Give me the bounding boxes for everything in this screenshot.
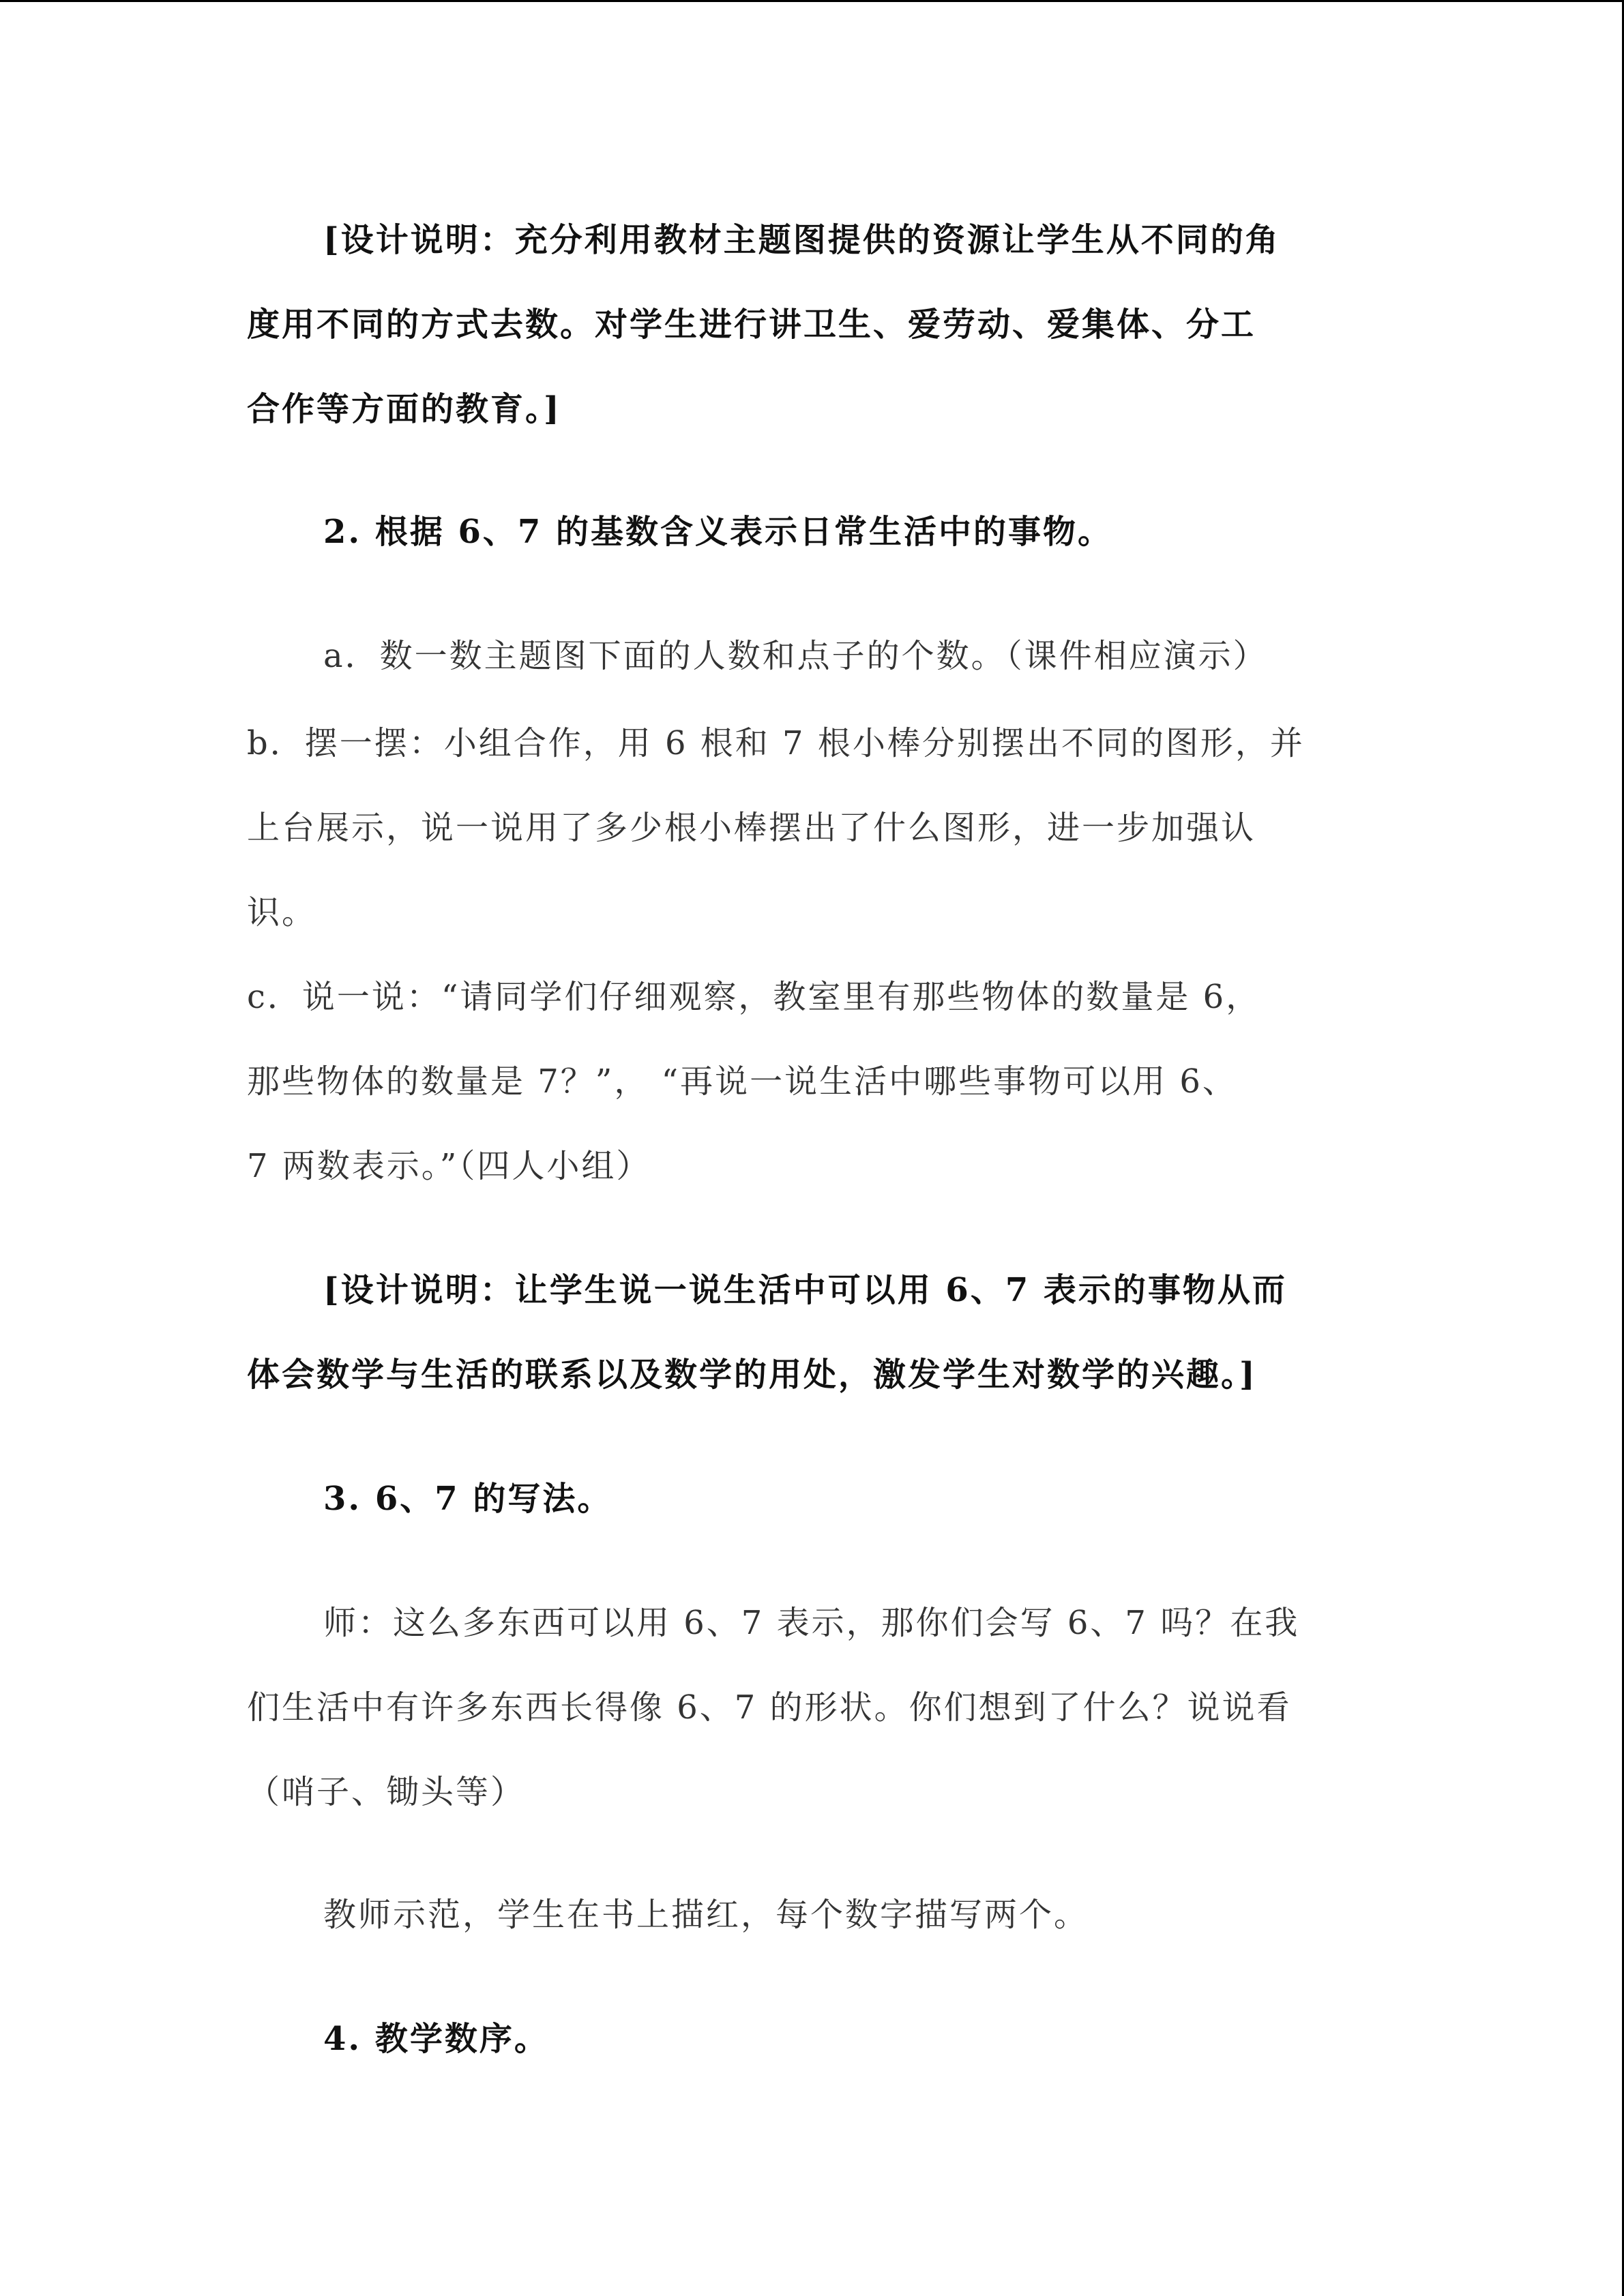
paragraph-demo-text: 教师示范，学生在书上描红，每个数字描写两个。 — [323, 1896, 1089, 1934]
heading-3-text: 3. 6、7 的写法。 — [323, 1480, 612, 1518]
item-c-line-3: 7 两数表示。”（四人小组） — [247, 1147, 651, 1185]
paragraph-teacher — [247, 1581, 1379, 1834]
item-b-line-3: 识。 — [247, 893, 317, 931]
paragraph-teacher-line-1: 师：这么多东西可以用 6、7 表示，那你们会写 6、7 吗？在我 — [323, 1604, 1300, 1642]
paragraph-teacher-line-2: 们生活中有许多东西长得像 6、7 的形状。你们想到了什么？说说看 — [247, 1688, 1292, 1727]
item-c-line-1: c．说一说：“请同学们仔细观察，教室里有那些物体的数量是 6， — [247, 978, 1261, 1016]
item-c-line-2: 那些物体的数量是 7？”， “再说一说生活中哪些事物可以用 6、 — [247, 1062, 1237, 1101]
page-border-top — [0, 0, 1624, 2]
item-b-line-1: b．摆一摆：小组合作，用 6 根和 7 根小棒分别摆出不同的图形，并 — [247, 724, 1305, 762]
item-a — [247, 614, 1379, 698]
heading-2-text: 2. 根据 6、7 的基数含义表示日常生活中的事物。 — [323, 513, 1113, 551]
heading-2 — [247, 490, 1379, 574]
design-note-1-line-1: [设计说明：充分利用教材主题图提供的资源让学生从不同的角 — [323, 221, 1280, 259]
heading-4 — [247, 1997, 1379, 2081]
item-c — [247, 955, 1379, 1208]
design-note-1-line-2: 度用不同的方式去数。对学生进行讲卫生、爱劳动、爱集体、分工 — [247, 305, 1256, 344]
design-note-2 — [247, 1248, 1379, 1417]
item-b — [247, 701, 1379, 955]
heading-3 — [247, 1457, 1379, 1541]
design-note-1-line-3: 合作等方面的教育。] — [247, 390, 561, 428]
design-note-2-line-1: [设计说明：让学生说一说生活中可以用 6、7 表示的事物从而 — [323, 1271, 1287, 1309]
heading-4-text: 4. 教学数序。 — [323, 2020, 549, 2058]
design-note-2-line-2: 体会数学与生活的联系以及数学的用处，激发学生对数学的兴趣。] — [247, 1356, 1257, 1394]
item-b-line-2: 上台展示，说一说用了多少根小棒摆出了什么图形，进一步加强认 — [247, 809, 1256, 847]
item-a-text: a．数一数主题图下面的人数和点子的个数。（课件相应演示） — [323, 637, 1268, 675]
design-note-1 — [247, 198, 1379, 451]
paragraph-demo — [247, 1873, 1379, 1957]
paragraph-teacher-line-3: （哨子、锄头等） — [247, 1773, 526, 1811]
